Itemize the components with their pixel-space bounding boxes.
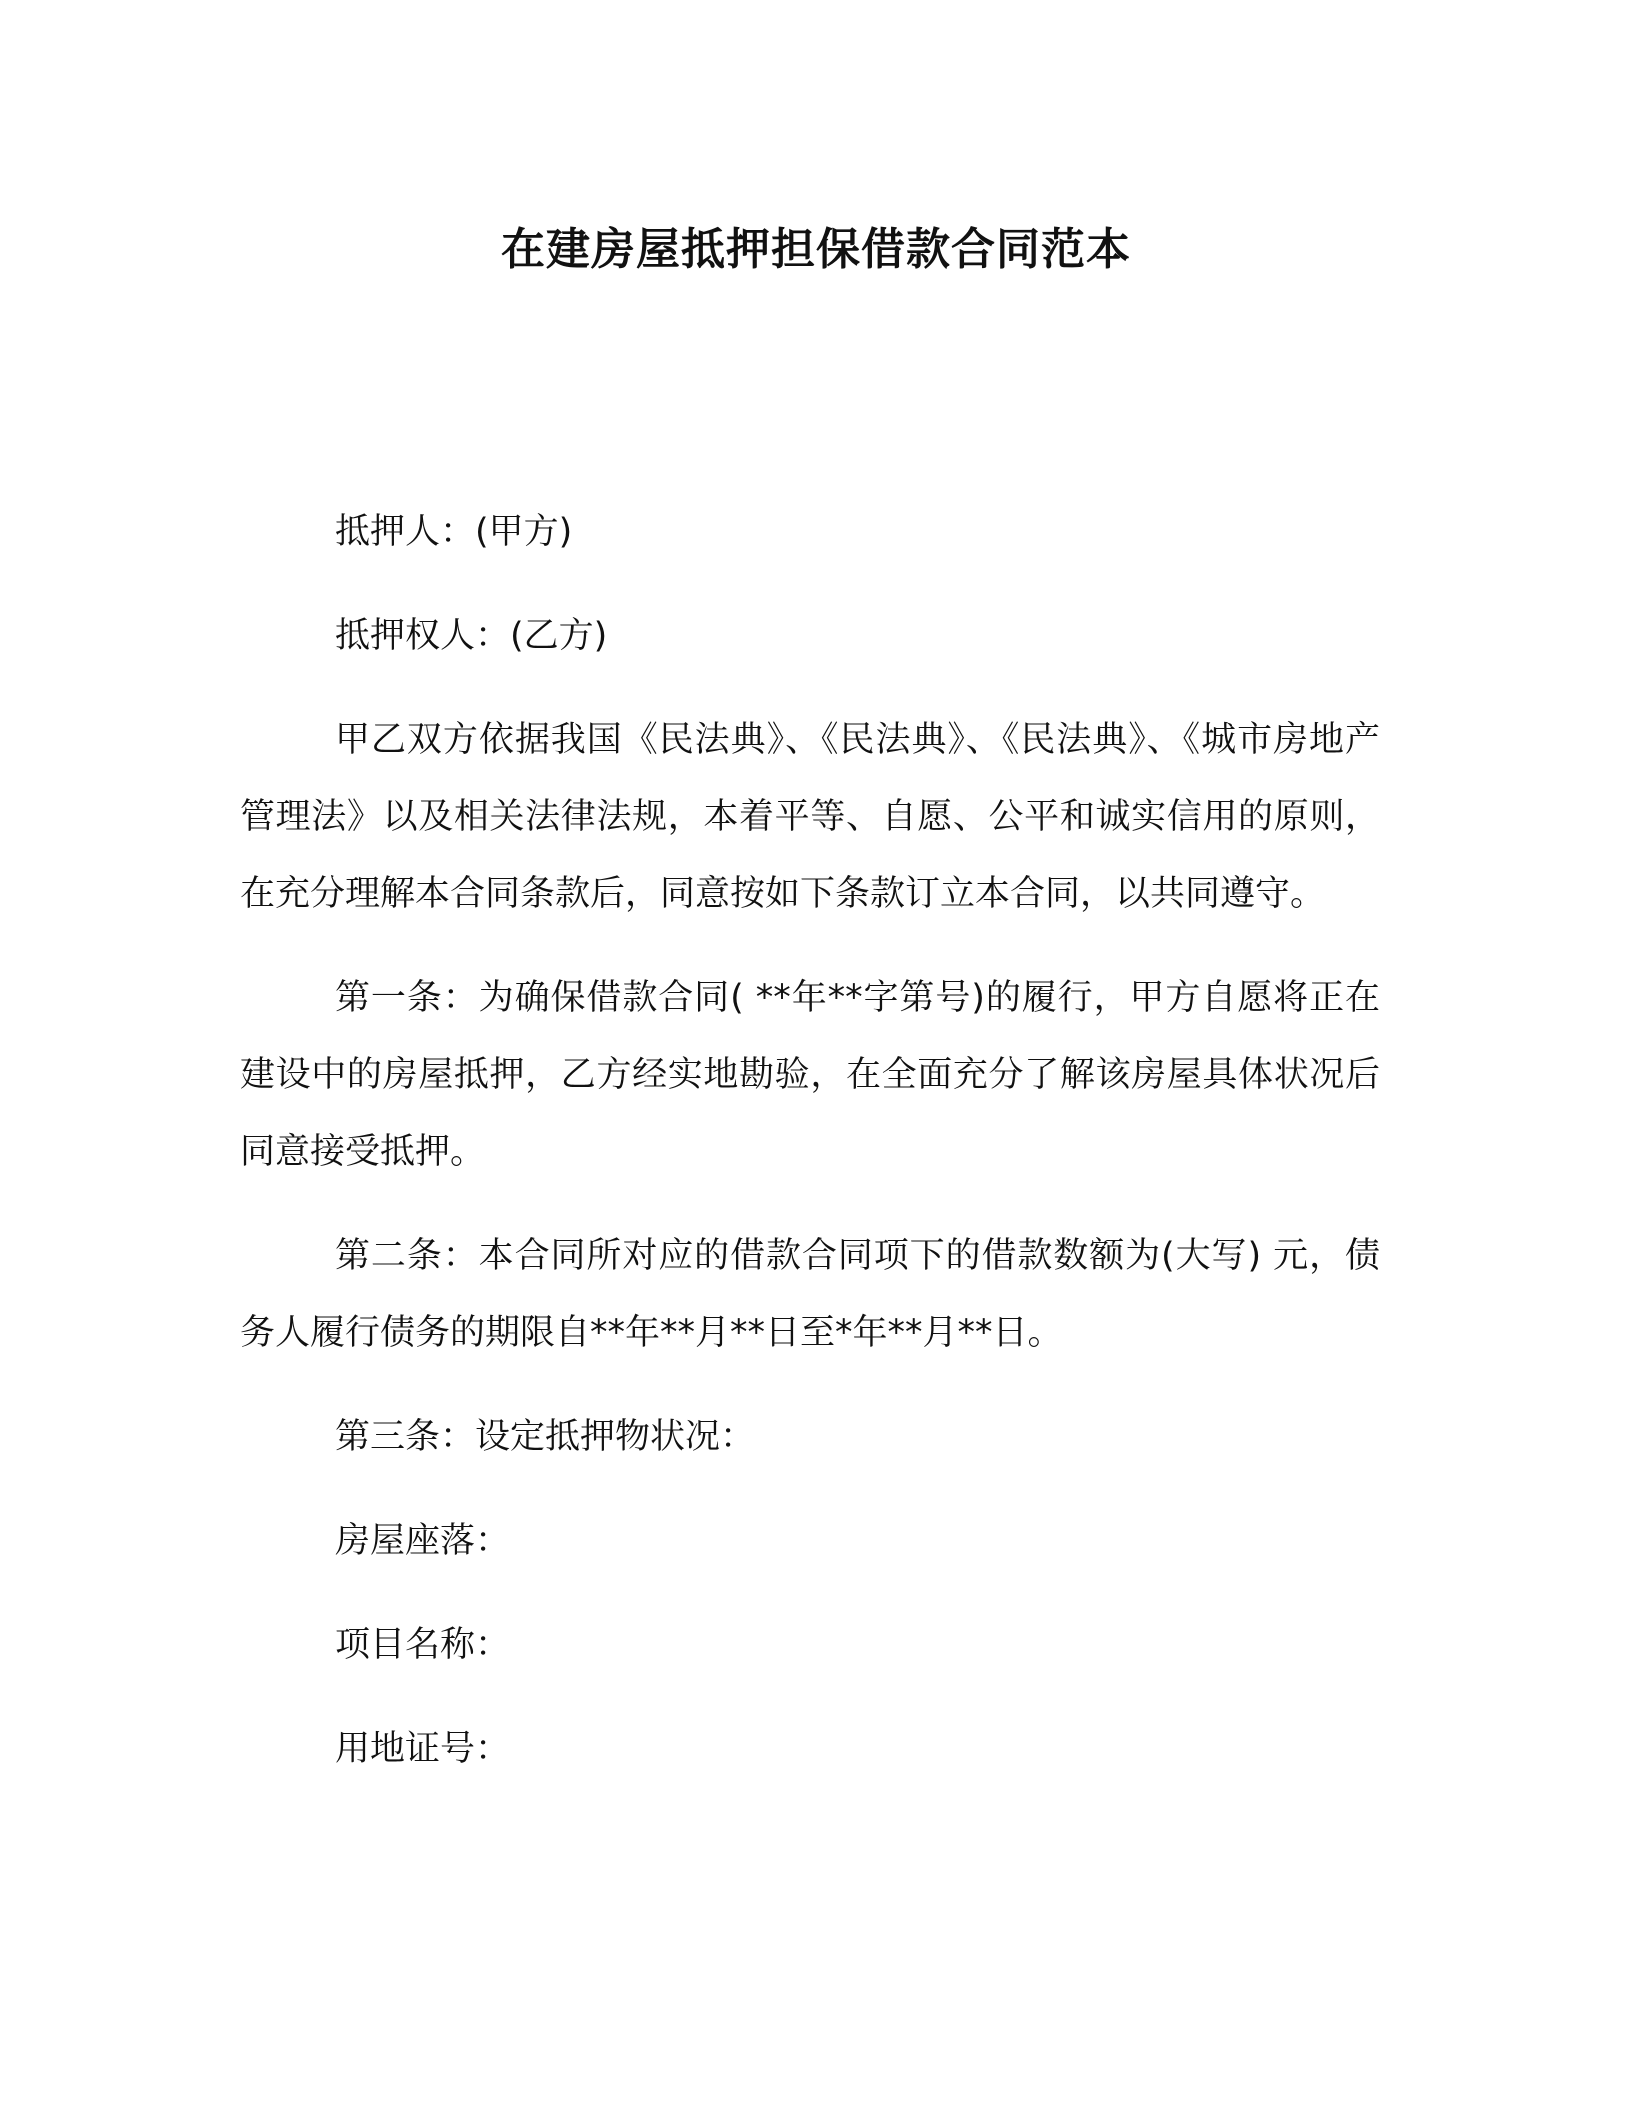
paragraph-mortgagee: 抵押权人：(乙方): [335, 616, 608, 656]
field-project-name: 项目名称：: [335, 1625, 511, 1665]
paragraph-preamble: 甲乙双方依据我国《民法典》、《民法典》、《民法典》、《城市房地产管理法》以及相关法律法规，本着平等、自愿、公平和诚实信用的原则，在充分理解本合同条款后，同意按如下条款订立本合同，以共同遵守。: [240, 720, 1380, 914]
paragraph-article-1: 第一条：为确保借款合同( **年**字第号)的履行，甲方自愿将正在建设中的房屋抵押，乙方经实地勘验，在全面充分了解该房屋具体状况后同意接受抵押。: [240, 978, 1380, 1172]
field-land-certificate-number: 用地证号：: [335, 1729, 511, 1769]
paragraph-article-2: 第二条：本合同所对应的借款合同项下的借款数额为(大写) 元，债务人履行债务的期限自**年**月**日至*年**月**日。: [240, 1236, 1380, 1353]
field-house-location: 房屋座落：: [335, 1521, 511, 1561]
document-title: 在建房屋抵押担保借款合同范本: [501, 224, 1131, 275]
paragraph-mortgagor: 抵押人：(甲方): [335, 512, 573, 552]
document-body: [240, 494, 1380, 1815]
paragraph-article-3: 第三条：设定抵押物状况：: [335, 1417, 756, 1457]
